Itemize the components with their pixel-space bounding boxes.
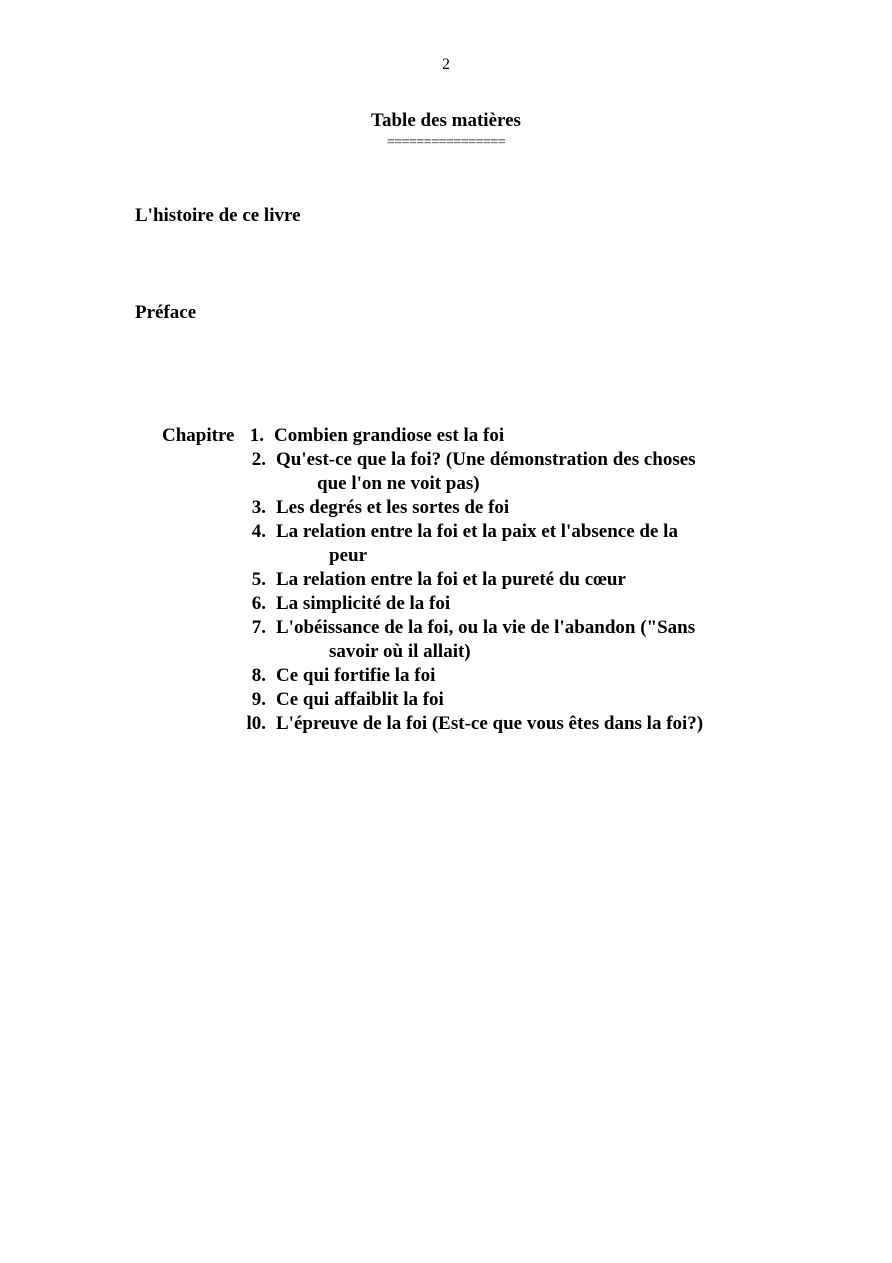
chapter-number: 2. [251,449,266,470]
chapter-number: 4. [251,521,266,542]
chapter-number: 9. [251,689,266,710]
chapter-title: Ce qui fortifie la foi [276,665,436,686]
chapter-title-continuation: savoir où il allait) [329,641,471,662]
chapter-number: l0. [246,713,266,734]
toc-entry-history: L'histoire de ce livre [135,205,301,226]
chapter-title-continuation: peur [329,545,367,566]
chapter-number: 5. [251,569,266,590]
chapter-number: 7. [251,617,266,638]
chapter-number: 3. [251,497,266,518]
page-number: 2 [442,56,450,73]
chapter-number: 8. [251,665,266,686]
chapter-title: Les degrés et les sortes de foi [276,497,510,518]
chapter-title: Combien grandiose est la foi [274,425,505,446]
chapter-title-continuation: que l'on ne voit pas) [317,473,480,494]
chapter-title: La simplicité de la foi [276,593,451,614]
chapter-title: Qu'est-ce que la foi? (Une démonstration des choses [276,449,696,470]
chapter-number: 1. [249,425,264,446]
chapter-number: 6. [251,593,266,614]
toc-entry-preface: Préface [135,302,197,323]
toc-title: Table des matières [371,110,521,131]
chapter-title: L'obéissance de la foi, ou la vie de l'abandon ("Sans [276,617,696,638]
chapter-title: Ce qui affaiblit la foi [276,689,444,710]
toc-title-underline: ================ [386,135,506,150]
chapter-title: L'épreuve de la foi (Est-ce que vous êtes dans la foi?) [276,713,704,734]
chapter-title: La relation entre la foi et la pureté du cœur [276,569,626,590]
chapter-title: La relation entre la foi et la paix et l'absence de la [276,521,678,542]
chapter-label: Chapitre [162,425,235,446]
